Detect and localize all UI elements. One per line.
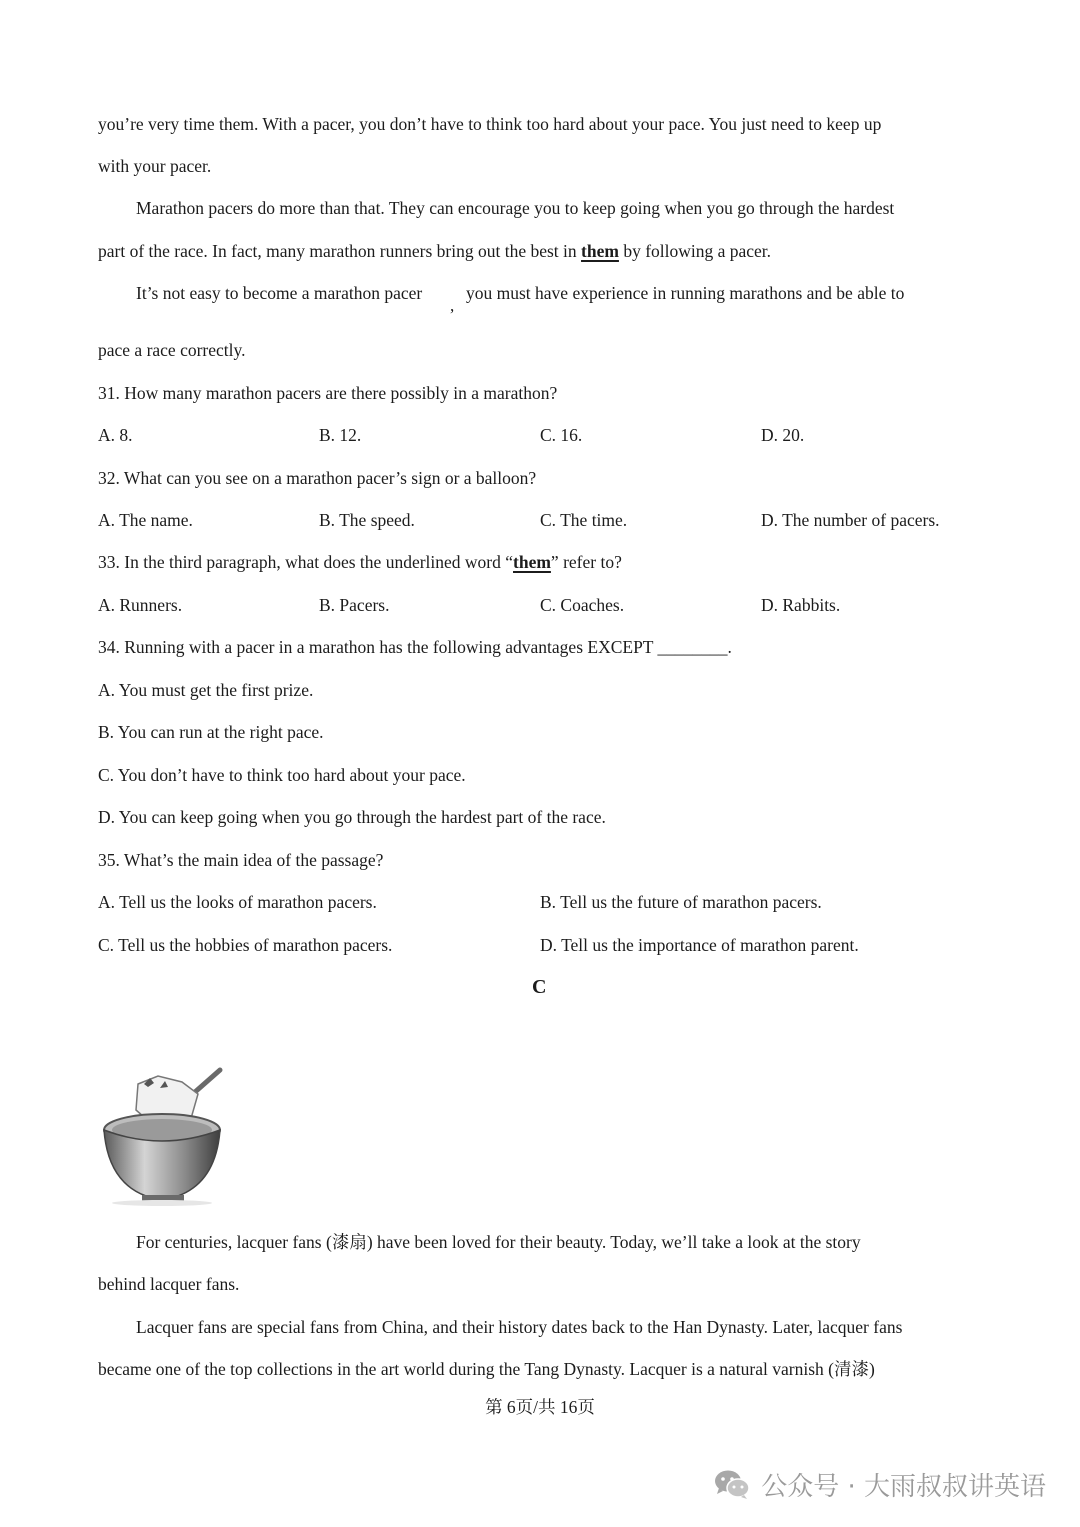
passage-line bbox=[98, 240, 771, 262]
option-a[interactable]: A. 8. bbox=[98, 425, 133, 445]
text: part of the race. In fact, many marathon runners bring out the best in bbox=[98, 241, 577, 261]
text: 33. In the third paragraph, what does the underlined word “ bbox=[98, 552, 514, 572]
option-b[interactable]: B. 12. bbox=[319, 425, 362, 445]
passage-line: you’re very time them. With a pacer, you don’t have to think too hard about your pace. You just need to keep up bbox=[98, 114, 882, 134]
watermark bbox=[713, 1466, 1046, 1502]
option-b[interactable]: B. Tell us the future of marathon pacers. bbox=[540, 892, 822, 912]
option-d[interactable]: D. 20. bbox=[761, 425, 805, 445]
option-c[interactable]: C. 16. bbox=[540, 425, 583, 445]
option-c[interactable]: C. Coaches. bbox=[540, 595, 625, 615]
option-d[interactable]: D. Tell us the importance of marathon parent. bbox=[540, 935, 859, 955]
lacquer-bowl-illustration bbox=[100, 1062, 230, 1207]
wechat-icon bbox=[713, 1468, 751, 1500]
question-stem: 31. How many marathon pacers are there possibly in a marathon? bbox=[98, 383, 558, 403]
passage-line: you must have experience in running marathons and be able to bbox=[466, 283, 905, 303]
passage-line: For centuries, lacquer fans (漆扇) have been loved for their beauty. Today, we’ll take a look at the story bbox=[136, 1232, 861, 1252]
question-stem: 35. What’s the main idea of the passage? bbox=[98, 850, 384, 870]
watermark-text: 公众号 · 大雨叔叔讲英语 bbox=[761, 1471, 1046, 1502]
text: ” refer to? bbox=[550, 552, 622, 572]
passage-line: behind lacquer fans. bbox=[98, 1274, 240, 1294]
text: by following a pacer. bbox=[623, 241, 772, 261]
passage-line: pace a race correctly. bbox=[98, 340, 246, 360]
passage-line: with your pacer. bbox=[98, 156, 212, 176]
question-stem: 32. What can you see on a marathon pacer’s sign or a balloon? bbox=[98, 468, 537, 488]
option-c[interactable]: C. You don’t have to think too hard about your pace. bbox=[98, 765, 466, 785]
underlined-word: them bbox=[581, 241, 619, 261]
option-a[interactable]: A. Tell us the looks of marathon pacers. bbox=[98, 892, 377, 912]
option-c[interactable]: C. The time. bbox=[540, 510, 628, 530]
passage-line: Marathon pacers do more than that. They can encourage you to keep going when you go through the hardest bbox=[136, 198, 895, 218]
section-heading: C bbox=[532, 976, 547, 998]
option-a[interactable]: A. You must get the first prize. bbox=[98, 680, 314, 700]
option-b[interactable]: B. The speed. bbox=[319, 510, 415, 530]
option-c[interactable]: C. Tell us the hobbies of marathon pacers. bbox=[98, 935, 393, 955]
option-d[interactable]: D. You can keep going when you go through the hardest part of the race. bbox=[98, 807, 606, 827]
underlined-word: them bbox=[513, 552, 551, 572]
option-b[interactable]: B. You can run at the right pace. bbox=[98, 722, 324, 742]
comma-mark: , bbox=[450, 296, 455, 315]
option-a[interactable]: A. The name. bbox=[98, 510, 193, 530]
option-d[interactable]: D. Rabbits. bbox=[761, 595, 841, 615]
option-d[interactable]: D. The number of pacers. bbox=[761, 510, 940, 530]
question-stem bbox=[98, 551, 622, 573]
question-stem: 34. Running with a pacer in a marathon has the following advantages EXCEPT ________. bbox=[98, 637, 732, 657]
passage-line: became one of the top collections in the art world during the Tang Dynasty. Lacquer is a natural varnish (清漆) bbox=[98, 1359, 875, 1379]
option-a[interactable]: A. Runners. bbox=[98, 595, 183, 615]
passage-line: Lacquer fans are special fans from China, and their history dates back to the Han Dynasty. Later, lacquer fans bbox=[136, 1317, 903, 1337]
passage-line: It’s not easy to become a marathon pacer bbox=[136, 283, 423, 303]
option-b[interactable]: B. Pacers. bbox=[319, 595, 390, 615]
page-number: 第 6页/共 16页 bbox=[485, 1397, 595, 1417]
